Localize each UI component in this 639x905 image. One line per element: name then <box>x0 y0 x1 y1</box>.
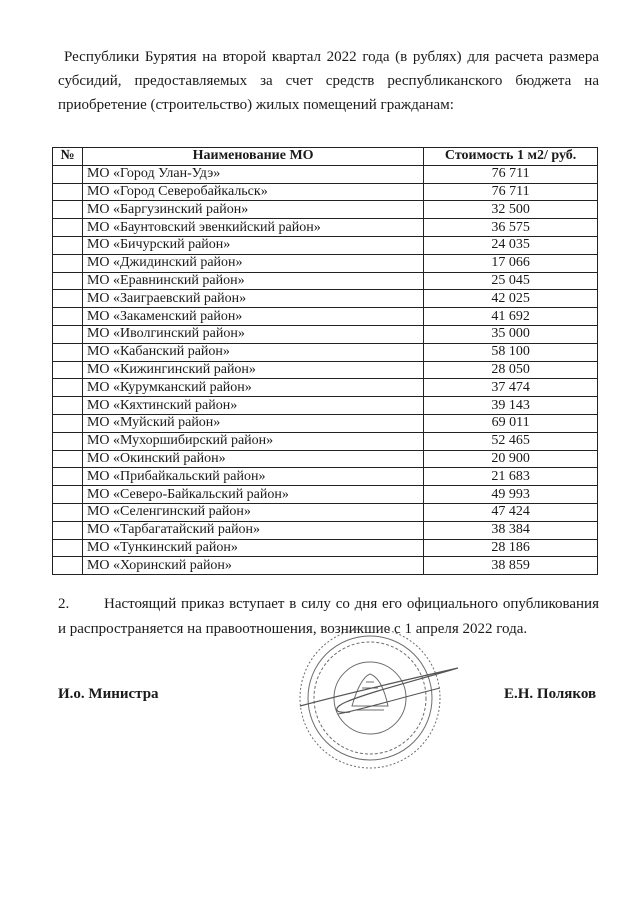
municipality-name-cell: МО «Еравнинский район» <box>82 272 423 290</box>
row-number-cell <box>53 503 83 521</box>
row-number-cell <box>53 219 83 237</box>
row-number-cell <box>53 183 83 201</box>
table-row <box>53 308 598 326</box>
table-row <box>53 219 598 237</box>
table-row <box>53 290 598 308</box>
row-number-cell <box>53 272 83 290</box>
row-number-cell <box>53 236 83 254</box>
header-municipality-name: Наименование МО <box>82 148 423 166</box>
municipality-name-cell: МО «Город Улан-Удэ» <box>82 165 423 183</box>
table-row <box>53 468 598 486</box>
table-row <box>53 361 598 379</box>
table-row <box>53 397 598 415</box>
cost-cell: 58 100 <box>424 343 598 361</box>
municipality-name-cell: МО «Курумканский район» <box>82 379 423 397</box>
row-number-cell <box>53 432 83 450</box>
municipality-name-cell: МО «Северо-Байкальский район» <box>82 486 423 504</box>
municipality-name-cell: МО «Окинский район» <box>82 450 423 468</box>
table-row <box>53 414 598 432</box>
cost-cell: 49 993 <box>424 486 598 504</box>
intro-paragraph: Республики Бурятия на второй квартал 2022 года (в рублях) для расчета размера субсидий, предоставляемых за счет средств республиканского бюджета на приобретение (строительство) жилых помещений гражданам: <box>58 49 599 113</box>
signer-name: Е.Н. Поляков <box>504 686 597 702</box>
row-number-cell <box>53 361 83 379</box>
cost-cell: 41 692 <box>424 308 598 326</box>
row-number-cell <box>53 290 83 308</box>
row-number-cell <box>53 539 83 557</box>
row-number-cell <box>53 165 83 183</box>
municipality-name-cell: МО «Кижингинский район» <box>82 361 423 379</box>
cost-cell: 28 050 <box>424 361 598 379</box>
municipality-name-cell: МО «Закаменский район» <box>82 308 423 326</box>
municipality-name-cell: МО «Тарбагатайский район» <box>82 521 423 539</box>
cost-cell: 17 066 <box>424 254 598 272</box>
municipality-name-cell: МО «Город Северобайкальск» <box>82 183 423 201</box>
cost-cell: 69 011 <box>424 414 598 432</box>
row-number-cell <box>53 450 83 468</box>
table-row <box>53 272 598 290</box>
table-row <box>53 486 598 504</box>
row-number-cell <box>53 521 83 539</box>
header-cost-per-m2: Стоимость 1 м2/ руб. <box>424 148 598 166</box>
cost-cell: 42 025 <box>424 290 598 308</box>
header-number: № <box>53 148 83 166</box>
municipality-cost-table <box>52 147 598 575</box>
row-number-cell <box>53 557 83 575</box>
cost-cell: 47 424 <box>424 503 598 521</box>
row-number-cell <box>53 379 83 397</box>
municipality-name-cell: МО «Тункинский район» <box>82 539 423 557</box>
cost-cell: 37 474 <box>424 379 598 397</box>
municipality-name-cell: МО «Прибайкальский район» <box>82 468 423 486</box>
cost-cell: 38 384 <box>424 521 598 539</box>
cost-cell: 38 859 <box>424 557 598 575</box>
municipality-name-cell: МО «Заиграевский район» <box>82 290 423 308</box>
table-row <box>53 201 598 219</box>
cost-cell: 20 900 <box>424 450 598 468</box>
municipality-name-cell: МО «Мухоршибирский район» <box>82 432 423 450</box>
municipality-name-cell: МО «Хоринский район» <box>82 557 423 575</box>
cost-cell: 32 500 <box>424 201 598 219</box>
cost-cell: 35 000 <box>424 325 598 343</box>
row-number-cell <box>53 397 83 415</box>
cost-cell: 52 465 <box>424 432 598 450</box>
paragraph-2-text: Настоящий приказ вступает в силу со дня его официального опубликования и распространяется на правоотношения, возникшие с 1 апреля 2022 года. <box>58 596 599 637</box>
municipality-name-cell: МО «Селенгинский район» <box>82 503 423 521</box>
row-number-cell <box>53 254 83 272</box>
paragraph-2-number: 2. <box>58 596 70 612</box>
municipality-name-cell: МО «Кяхтинский район» <box>82 397 423 415</box>
official-seal-icon <box>290 618 460 778</box>
table-row <box>53 432 598 450</box>
municipality-name-cell: МО «Муйский район» <box>82 414 423 432</box>
table-row <box>53 450 598 468</box>
row-number-cell <box>53 308 83 326</box>
table-row <box>53 521 598 539</box>
cost-cell: 21 683 <box>424 468 598 486</box>
table-row <box>53 343 598 361</box>
row-number-cell <box>53 325 83 343</box>
cost-cell: 76 711 <box>424 183 598 201</box>
table-row <box>53 254 598 272</box>
municipality-name-cell: МО «Кабанский район» <box>82 343 423 361</box>
cost-cell: 25 045 <box>424 272 598 290</box>
municipality-name-cell: МО «Баунтовский эвенкийский район» <box>82 219 423 237</box>
cost-cell: 28 186 <box>424 539 598 557</box>
municipality-name-cell: МО «Джидинский район» <box>82 254 423 272</box>
table-row <box>53 165 598 183</box>
table-row <box>53 183 598 201</box>
cost-cell: 76 711 <box>424 165 598 183</box>
table-row <box>53 379 598 397</box>
municipality-name-cell: МО «Бичурский район» <box>82 236 423 254</box>
table-row <box>53 557 598 575</box>
cost-cell: 36 575 <box>424 219 598 237</box>
signer-position: И.о. Министра <box>58 686 159 702</box>
table-row <box>53 236 598 254</box>
row-number-cell <box>53 414 83 432</box>
table-header-row <box>53 148 598 166</box>
cost-cell: 24 035 <box>424 236 598 254</box>
table-row <box>53 325 598 343</box>
row-number-cell <box>53 468 83 486</box>
row-number-cell <box>53 201 83 219</box>
row-number-cell <box>53 343 83 361</box>
municipality-name-cell: МО «Баргузинский район» <box>82 201 423 219</box>
table-row <box>53 503 598 521</box>
municipality-name-cell: МО «Иволгинский район» <box>82 325 423 343</box>
table-row <box>53 539 598 557</box>
row-number-cell <box>53 486 83 504</box>
cost-cell: 39 143 <box>424 397 598 415</box>
